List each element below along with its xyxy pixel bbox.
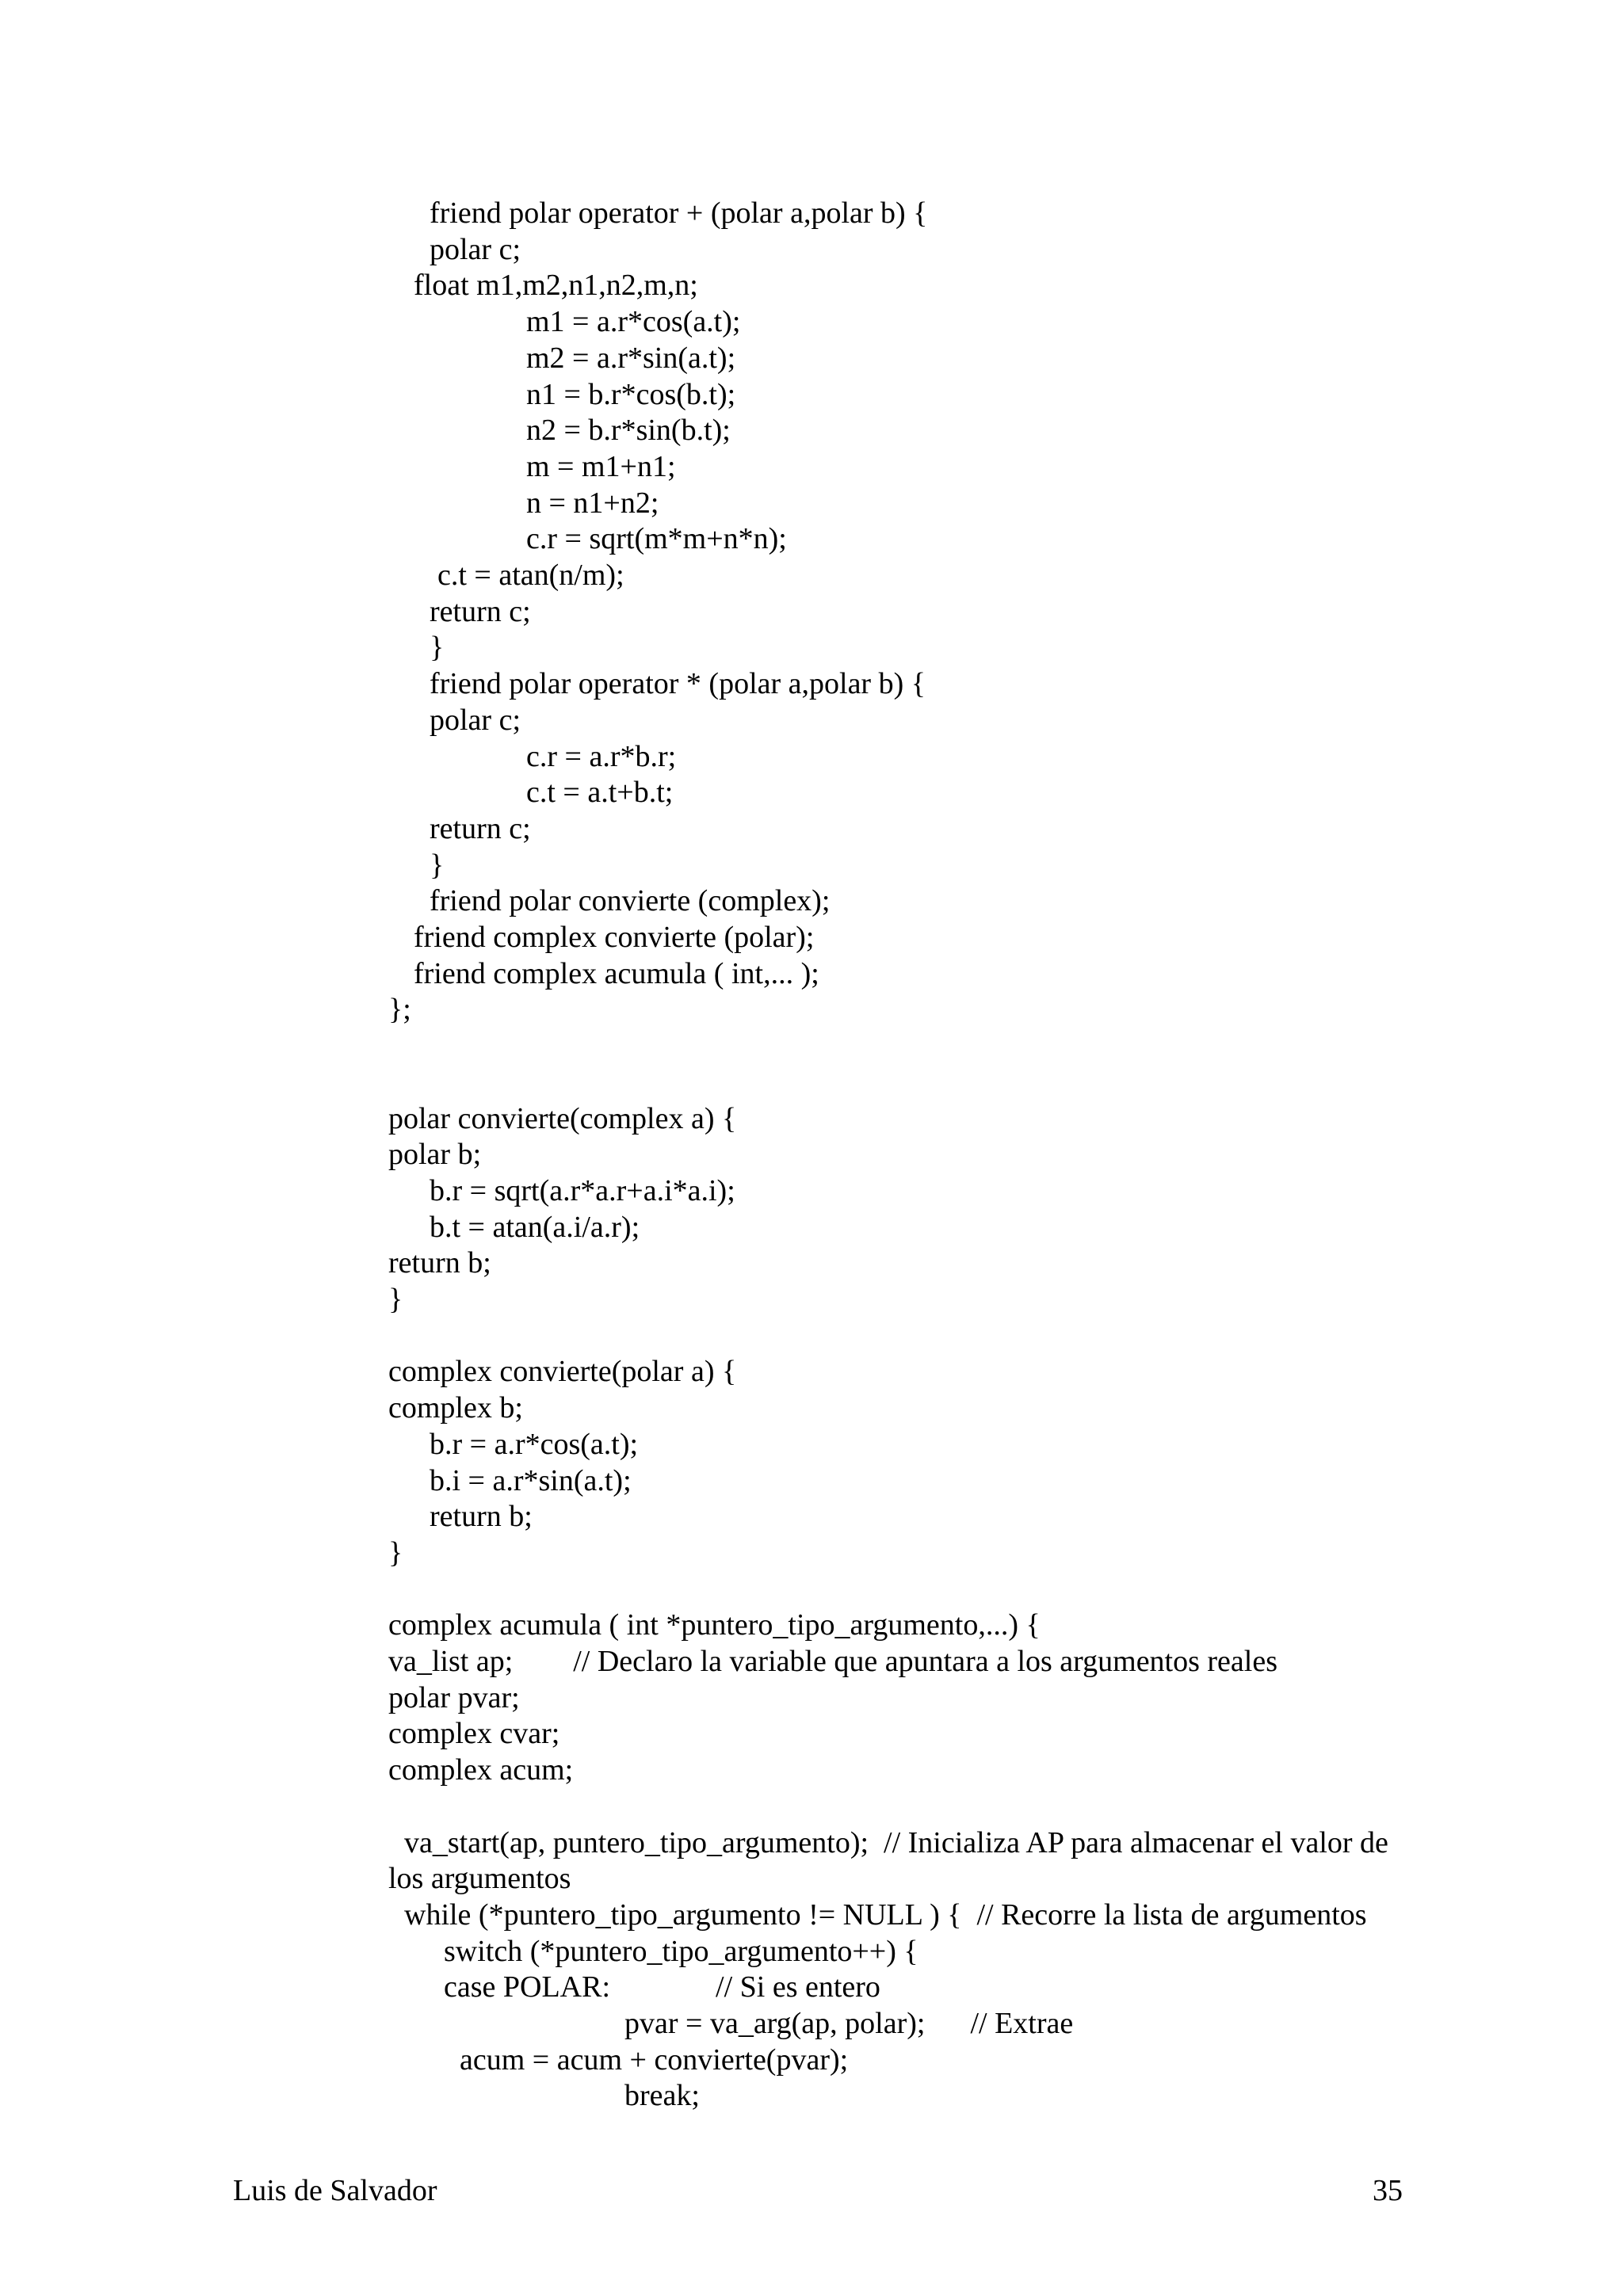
footer-author: Luis de Salvador <box>233 2174 437 2207</box>
code-line: friend polar operator + (polar a,polar b) { <box>430 196 928 230</box>
code-line: break; <box>624 2079 700 2112</box>
footer-page-number: 35 <box>1373 2174 1403 2207</box>
code-line: } <box>388 1536 403 1569</box>
code-line: polar pvar; <box>388 1681 520 1714</box>
code-line: polar c; <box>430 233 521 266</box>
code-line: complex b; <box>388 1391 523 1425</box>
code-line: return b; <box>388 1246 491 1280</box>
code-line: return c; <box>430 595 531 628</box>
code-line: return b; <box>430 1500 533 1533</box>
code-line: b.i = a.r*sin(a.t); <box>430 1464 632 1497</box>
code-line: c.t = a.t+b.t; <box>526 776 674 809</box>
code-line: m2 = a.r*sin(a.t); <box>526 341 736 375</box>
code-line: b.r = a.r*cos(a.t); <box>430 1428 639 1461</box>
code-line: los argumentos <box>388 1862 571 1895</box>
code-line: } <box>430 849 445 882</box>
code-line: }; <box>388 993 411 1026</box>
code-line: va_list ap; // Declaro la variable que apuntara a los argumentos reales <box>388 1645 1278 1678</box>
code-line: acum = acum + convierte(pvar); <box>460 2043 849 2077</box>
code-line: friend complex convierte (polar); <box>414 921 815 954</box>
code-line: polar b; <box>388 1138 482 1171</box>
code-line: switch (*puntero_tipo_argumento++) { <box>444 1935 918 1968</box>
code-line: float m1,m2,n1,n2,m,n; <box>414 269 698 302</box>
code-line: } <box>388 1283 403 1316</box>
code-line: polar convierte(complex a) { <box>388 1102 737 1135</box>
code-line: m = m1+n1; <box>526 450 676 483</box>
code-line: friend polar convierte (complex); <box>430 884 831 917</box>
code-line: while (*puntero_tipo_argumento != NULL ) { // Recorre la lista de argumentos <box>404 1898 1367 1932</box>
code-line: } <box>430 631 445 664</box>
code-line: n = n1+n2; <box>526 486 659 520</box>
code-line: c.r = sqrt(m*m+n*n); <box>526 522 787 555</box>
code-line: case POLAR: // Si es entero <box>444 1970 880 2004</box>
code-line: return c; <box>430 812 531 845</box>
code-line: b.r = sqrt(a.r*a.r+a.i*a.i); <box>430 1174 735 1207</box>
code-line: complex acumula ( int *puntero_tipo_argumento,...) { <box>388 1608 1041 1642</box>
code-line: pvar = va_arg(ap, polar); // Extrae <box>624 2007 1074 2040</box>
code-line: complex acum; <box>388 1753 574 1787</box>
code-line: b.t = atan(a.i/a.r); <box>430 1211 640 1244</box>
code-line: n1 = b.r*cos(b.t); <box>526 378 736 411</box>
code-line: n2 = b.r*sin(b.t); <box>526 414 731 447</box>
code-line: complex convierte(polar a) { <box>388 1355 737 1388</box>
code-line: complex cvar; <box>388 1717 560 1750</box>
code-line: friend polar operator * (polar a,polar b) { <box>430 667 926 700</box>
code-line: c.t = atan(n/m); <box>437 559 624 592</box>
code-line: m1 = a.r*cos(a.t); <box>526 305 741 338</box>
code-line: c.r = a.r*b.r; <box>526 740 677 773</box>
code-line: polar c; <box>430 704 521 737</box>
code-line: friend complex acumula ( int,... ); <box>414 957 819 990</box>
code-line: va_start(ap, puntero_tipo_argumento); // Inicializa AP para almacenar el valor de <box>404 1826 1388 1859</box>
